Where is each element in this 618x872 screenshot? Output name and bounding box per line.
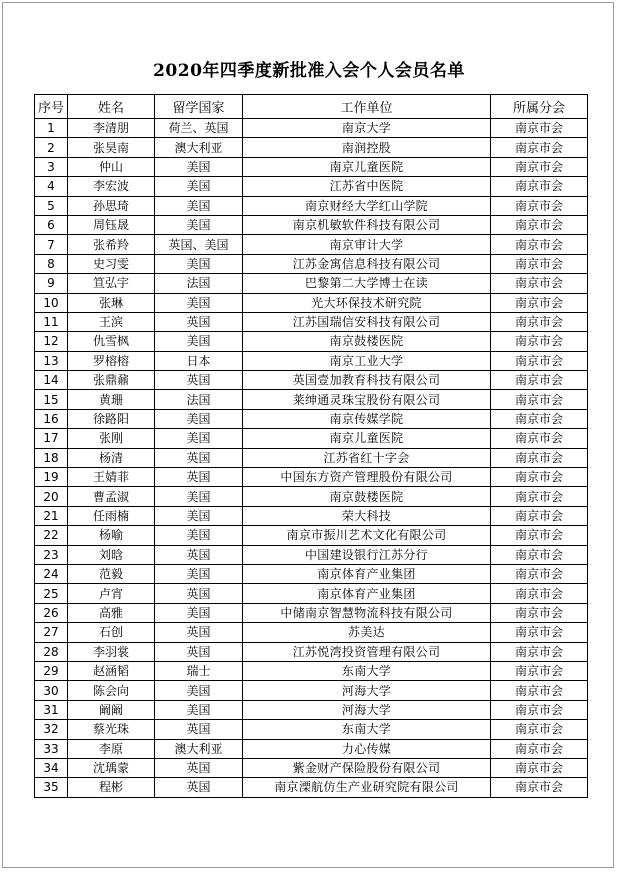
cell-no: 22 bbox=[35, 526, 68, 545]
cell-branch: 南京市会 bbox=[491, 429, 588, 448]
cell-country: 英国 bbox=[155, 584, 243, 603]
cell-name: 李羽裳 bbox=[68, 642, 155, 661]
cell-branch: 南京市会 bbox=[491, 603, 588, 622]
cell-unit: 南京市振川艺术文化有限公司 bbox=[243, 526, 491, 545]
header-no: 序号 bbox=[35, 95, 68, 119]
cell-unit: 江苏悦湾投资管理有限公司 bbox=[243, 642, 491, 661]
table-body bbox=[35, 119, 588, 798]
cell-country: 美国 bbox=[155, 177, 243, 196]
cell-no: 28 bbox=[35, 642, 68, 661]
cell-no: 27 bbox=[35, 623, 68, 642]
cell-country: 英国 bbox=[155, 623, 243, 642]
cell-unit: 英国壹加教育科技有限公司 bbox=[243, 371, 491, 390]
cell-unit: 南京工业大学 bbox=[243, 351, 491, 370]
cell-country: 法国 bbox=[155, 274, 243, 293]
cell-country: 美国 bbox=[155, 564, 243, 583]
cell-name: 罗榕榕 bbox=[68, 351, 155, 370]
header-unit: 工作单位 bbox=[243, 95, 491, 119]
cell-country: 英国、美国 bbox=[155, 235, 243, 254]
cell-country: 美国 bbox=[155, 603, 243, 622]
cell-no: 10 bbox=[35, 293, 68, 312]
cell-country: 英国 bbox=[155, 448, 243, 467]
table-row bbox=[35, 681, 588, 700]
table-row bbox=[35, 603, 588, 622]
cell-unit: 南润控股 bbox=[243, 138, 491, 157]
table-row bbox=[35, 235, 588, 254]
cell-no: 34 bbox=[35, 758, 68, 777]
cell-branch: 南京市会 bbox=[491, 409, 588, 428]
cell-unit: 中国建设银行江苏分行 bbox=[243, 545, 491, 564]
cell-name: 卢宵 bbox=[68, 584, 155, 603]
cell-unit: 荣大科技 bbox=[243, 506, 491, 525]
cell-country: 美国 bbox=[155, 196, 243, 215]
table-row bbox=[35, 739, 588, 758]
table-row bbox=[35, 564, 588, 583]
cell-country: 美国 bbox=[155, 487, 243, 506]
cell-branch: 南京市会 bbox=[491, 274, 588, 293]
cell-name: 张刚 bbox=[68, 429, 155, 448]
cell-name: 杨喻 bbox=[68, 526, 155, 545]
cell-no: 4 bbox=[35, 177, 68, 196]
cell-country: 美国 bbox=[155, 506, 243, 525]
cell-country: 英国 bbox=[155, 371, 243, 390]
cell-name: 李原 bbox=[68, 739, 155, 758]
table-row bbox=[35, 778, 588, 797]
cell-country: 美国 bbox=[155, 254, 243, 273]
header-name: 姓名 bbox=[68, 95, 155, 119]
cell-name: 王滨 bbox=[68, 312, 155, 331]
cell-no: 6 bbox=[35, 215, 68, 234]
cell-branch: 南京市会 bbox=[491, 254, 588, 273]
cell-no: 24 bbox=[35, 564, 68, 583]
cell-name: 孙思琦 bbox=[68, 196, 155, 215]
cell-no: 3 bbox=[35, 157, 68, 176]
cell-unit: 南京溧航仿生产业研究院有限公司 bbox=[243, 778, 491, 797]
cell-no: 26 bbox=[35, 603, 68, 622]
cell-country: 美国 bbox=[155, 293, 243, 312]
cell-country: 美国 bbox=[155, 215, 243, 234]
table-row bbox=[35, 274, 588, 293]
cell-branch: 南京市会 bbox=[491, 468, 588, 487]
cell-unit: 河海大学 bbox=[243, 681, 491, 700]
table-row bbox=[35, 429, 588, 448]
cell-name: 笪弘宇 bbox=[68, 274, 155, 293]
header-branch: 所属分会 bbox=[491, 95, 588, 119]
cell-name: 张琳 bbox=[68, 293, 155, 312]
cell-no: 21 bbox=[35, 506, 68, 525]
cell-branch: 南京市会 bbox=[491, 739, 588, 758]
cell-name: 王婧菲 bbox=[68, 468, 155, 487]
cell-branch: 南京市会 bbox=[491, 487, 588, 506]
header-country: 留学国家 bbox=[155, 95, 243, 119]
cell-name: 张希羚 bbox=[68, 235, 155, 254]
cell-name: 徐路阳 bbox=[68, 409, 155, 428]
cell-no: 8 bbox=[35, 254, 68, 273]
cell-branch: 南京市会 bbox=[491, 157, 588, 176]
cell-unit: 东南大学 bbox=[243, 661, 491, 680]
table-row bbox=[35, 409, 588, 428]
cell-unit: 南京大学 bbox=[243, 119, 491, 138]
cell-name: 黄珊 bbox=[68, 390, 155, 409]
table-row bbox=[35, 448, 588, 467]
cell-unit: 南京儿童医院 bbox=[243, 429, 491, 448]
cell-branch: 南京市会 bbox=[491, 642, 588, 661]
cell-branch: 南京市会 bbox=[491, 623, 588, 642]
cell-branch: 南京市会 bbox=[491, 506, 588, 525]
cell-country: 美国 bbox=[155, 332, 243, 351]
cell-name: 程彬 bbox=[68, 778, 155, 797]
cell-no: 19 bbox=[35, 468, 68, 487]
cell-unit: 江苏国瑞信安科技有限公司 bbox=[243, 312, 491, 331]
cell-branch: 南京市会 bbox=[491, 526, 588, 545]
table-row bbox=[35, 332, 588, 351]
table-row bbox=[35, 468, 588, 487]
cell-no: 12 bbox=[35, 332, 68, 351]
cell-no: 32 bbox=[35, 720, 68, 739]
cell-name: 李清朋 bbox=[68, 119, 155, 138]
cell-branch: 南京市会 bbox=[491, 758, 588, 777]
cell-branch: 南京市会 bbox=[491, 564, 588, 583]
cell-branch: 南京市会 bbox=[491, 332, 588, 351]
cell-no: 2 bbox=[35, 138, 68, 157]
cell-branch: 南京市会 bbox=[491, 390, 588, 409]
cell-branch: 南京市会 bbox=[491, 661, 588, 680]
cell-country: 美国 bbox=[155, 681, 243, 700]
cell-branch: 南京市会 bbox=[491, 196, 588, 215]
cell-no: 18 bbox=[35, 448, 68, 467]
cell-unit: 南京审计大学 bbox=[243, 235, 491, 254]
table-row bbox=[35, 254, 588, 273]
cell-unit: 南京财经大学红山学院 bbox=[243, 196, 491, 215]
cell-country: 英国 bbox=[155, 642, 243, 661]
cell-country: 英国 bbox=[155, 545, 243, 564]
cell-no: 7 bbox=[35, 235, 68, 254]
cell-no: 13 bbox=[35, 351, 68, 370]
cell-unit: 南京鼓楼医院 bbox=[243, 332, 491, 351]
cell-country: 美国 bbox=[155, 157, 243, 176]
cell-branch: 南京市会 bbox=[491, 312, 588, 331]
cell-no: 16 bbox=[35, 409, 68, 428]
cell-unit: 南京体育产业集团 bbox=[243, 564, 491, 583]
cell-branch: 南京市会 bbox=[491, 293, 588, 312]
cell-country: 英国 bbox=[155, 720, 243, 739]
cell-name: 仇雪枫 bbox=[68, 332, 155, 351]
cell-unit: 南京体育产业集团 bbox=[243, 584, 491, 603]
cell-no: 23 bbox=[35, 545, 68, 564]
cell-unit: 莱绅通灵珠宝股份有限公司 bbox=[243, 390, 491, 409]
cell-name: 任雨楠 bbox=[68, 506, 155, 525]
cell-unit: 东南大学 bbox=[243, 720, 491, 739]
table-row bbox=[35, 758, 588, 777]
cell-country: 澳大利亚 bbox=[155, 138, 243, 157]
cell-country: 日本 bbox=[155, 351, 243, 370]
cell-no: 5 bbox=[35, 196, 68, 215]
table-row bbox=[35, 177, 588, 196]
cell-country: 法国 bbox=[155, 390, 243, 409]
cell-branch: 南京市会 bbox=[491, 235, 588, 254]
cell-name: 沈瑀蒙 bbox=[68, 758, 155, 777]
table-row bbox=[35, 642, 588, 661]
cell-name: 范毅 bbox=[68, 564, 155, 583]
table-row bbox=[35, 545, 588, 564]
table-row bbox=[35, 138, 588, 157]
cell-unit: 紫金财产保险股份有限公司 bbox=[243, 758, 491, 777]
cell-name: 李宏波 bbox=[68, 177, 155, 196]
cell-unit: 南京机敏软件科技有限公司 bbox=[243, 215, 491, 234]
cell-branch: 南京市会 bbox=[491, 119, 588, 138]
cell-country: 美国 bbox=[155, 429, 243, 448]
cell-unit: 南京鼓楼医院 bbox=[243, 487, 491, 506]
cell-no: 15 bbox=[35, 390, 68, 409]
cell-country: 英国 bbox=[155, 312, 243, 331]
cell-name: 蔡光珠 bbox=[68, 720, 155, 739]
table-row bbox=[35, 293, 588, 312]
cell-branch: 南京市会 bbox=[491, 351, 588, 370]
cell-branch: 南京市会 bbox=[491, 681, 588, 700]
table-row bbox=[35, 119, 588, 138]
cell-unit: 江苏省中医院 bbox=[243, 177, 491, 196]
cell-country: 美国 bbox=[155, 409, 243, 428]
table-row bbox=[35, 390, 588, 409]
cell-no: 9 bbox=[35, 274, 68, 293]
table-row bbox=[35, 487, 588, 506]
table-row bbox=[35, 526, 588, 545]
cell-country: 英国 bbox=[155, 758, 243, 777]
cell-name: 阚阚 bbox=[68, 700, 155, 719]
cell-no: 31 bbox=[35, 700, 68, 719]
cell-unit: 苏美达 bbox=[243, 623, 491, 642]
cell-name: 张昊南 bbox=[68, 138, 155, 157]
cell-name: 赵涵韬 bbox=[68, 661, 155, 680]
table-row bbox=[35, 661, 588, 680]
cell-branch: 南京市会 bbox=[491, 584, 588, 603]
cell-branch: 南京市会 bbox=[491, 177, 588, 196]
cell-country: 美国 bbox=[155, 700, 243, 719]
cell-no: 35 bbox=[35, 778, 68, 797]
cell-no: 1 bbox=[35, 119, 68, 138]
cell-name: 曹孟淑 bbox=[68, 487, 155, 506]
table-row bbox=[35, 157, 588, 176]
cell-branch: 南京市会 bbox=[491, 138, 588, 157]
cell-unit: 南京传媒学院 bbox=[243, 409, 491, 428]
cell-branch: 南京市会 bbox=[491, 778, 588, 797]
table-row bbox=[35, 312, 588, 331]
cell-no: 29 bbox=[35, 661, 68, 680]
cell-no: 14 bbox=[35, 371, 68, 390]
cell-name: 仲山 bbox=[68, 157, 155, 176]
cell-branch: 南京市会 bbox=[491, 215, 588, 234]
cell-name: 周钰晟 bbox=[68, 215, 155, 234]
cell-branch: 南京市会 bbox=[491, 371, 588, 390]
table-row bbox=[35, 584, 588, 603]
cell-name: 杨清 bbox=[68, 448, 155, 467]
cell-branch: 南京市会 bbox=[491, 720, 588, 739]
cell-unit: 江苏金寓信息科技有限公司 bbox=[243, 254, 491, 273]
table-row bbox=[35, 215, 588, 234]
cell-no: 11 bbox=[35, 312, 68, 331]
table-row bbox=[35, 351, 588, 370]
cell-name: 石创 bbox=[68, 623, 155, 642]
cell-unit: 巴黎第二大学博士在读 bbox=[243, 274, 491, 293]
cell-no: 17 bbox=[35, 429, 68, 448]
document-title: 2020年四季度新批准入会个人会员名单 bbox=[153, 61, 465, 81]
cell-country: 澳大利亚 bbox=[155, 739, 243, 758]
cell-unit: 中国东方资产管理股份有限公司 bbox=[243, 468, 491, 487]
table-row bbox=[35, 700, 588, 719]
cell-name: 陈会向 bbox=[68, 681, 155, 700]
cell-no: 20 bbox=[35, 487, 68, 506]
table-header-row bbox=[35, 95, 588, 119]
cell-country: 瑞士 bbox=[155, 661, 243, 680]
cell-no: 30 bbox=[35, 681, 68, 700]
cell-branch: 南京市会 bbox=[491, 700, 588, 719]
table-row bbox=[35, 623, 588, 642]
table-row bbox=[35, 371, 588, 390]
member-table bbox=[34, 94, 588, 798]
cell-country: 英国 bbox=[155, 468, 243, 487]
cell-unit: 中储南京智慧物流科技有限公司 bbox=[243, 603, 491, 622]
cell-name: 刘晗 bbox=[68, 545, 155, 564]
cell-unit: 南京儿童医院 bbox=[243, 157, 491, 176]
cell-name: 史习雯 bbox=[68, 254, 155, 273]
cell-country: 荷兰、英国 bbox=[155, 119, 243, 138]
cell-no: 25 bbox=[35, 584, 68, 603]
cell-unit: 力心传媒 bbox=[243, 739, 491, 758]
cell-unit: 江苏省红十字会 bbox=[243, 448, 491, 467]
table-row bbox=[35, 196, 588, 215]
cell-country: 英国 bbox=[155, 778, 243, 797]
cell-unit: 河海大学 bbox=[243, 700, 491, 719]
cell-unit: 光大环保技术研究院 bbox=[243, 293, 491, 312]
cell-country: 美国 bbox=[155, 526, 243, 545]
cell-name: 张鼎鼐 bbox=[68, 371, 155, 390]
cell-branch: 南京市会 bbox=[491, 545, 588, 564]
table-row bbox=[35, 506, 588, 525]
cell-branch: 南京市会 bbox=[491, 448, 588, 467]
cell-name: 高雅 bbox=[68, 603, 155, 622]
cell-no: 33 bbox=[35, 739, 68, 758]
table-row bbox=[35, 720, 588, 739]
